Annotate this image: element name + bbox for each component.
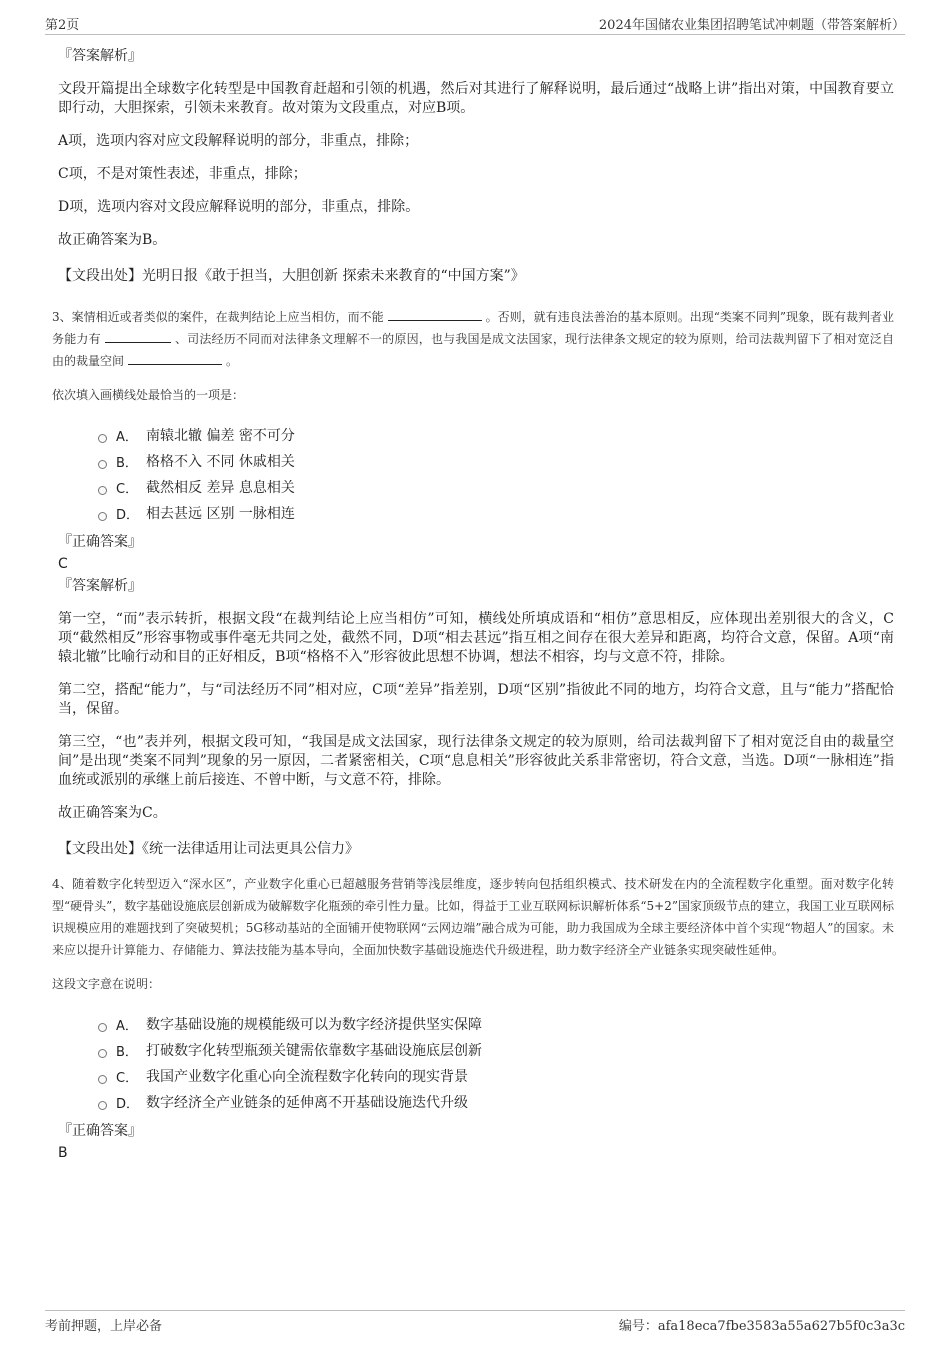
radio-button[interactable] xyxy=(98,434,107,443)
page-number: 第2页 xyxy=(45,18,80,33)
question-3-text xyxy=(52,306,894,372)
option-text: 南辕北辙 偏差 密不可分 xyxy=(146,428,295,444)
option-a[interactable] xyxy=(98,1011,894,1037)
question-3-text-part: 3、案情相近或者类似的案件，在裁判结论上应当相仿，而不能 xyxy=(52,310,384,324)
question-3-text-part: 。 xyxy=(226,354,239,368)
page-content xyxy=(52,46,894,1171)
option-d[interactable] xyxy=(98,500,894,526)
analysis-label: 『答案解析』 xyxy=(58,48,142,64)
option-c[interactable] xyxy=(98,1063,894,1089)
option-b[interactable] xyxy=(98,448,894,474)
analysis-paragraph: C项，不是对策性表述，非重点，排除； xyxy=(58,166,307,182)
option-key: D． xyxy=(116,507,140,523)
question-3-text-part: 、司法经历不同而对法律条文理解不一的原因，也与我国是成文法国家，现行法律条文规定的较为原则，给司法裁判留下了相对宽泛自由的裁量空间 xyxy=(52,332,894,368)
radio-button[interactable] xyxy=(98,1101,107,1110)
option-text: 打破数字化转型瓶颈关键需依靠数字基础设施底层创新 xyxy=(146,1043,482,1059)
option-text: 我国产业数字化重心向全流程数字化转向的现实背景 xyxy=(146,1069,468,1085)
question-4-text: 4、随着数字化转型迈入“深水区”，产业数字化重心已超越服务营销等浅层维度，逐步转向包括组织模式、技术研发在内的全流程数字化重塑。面对数字化转型“硬骨头”，数字基础设施底层创新成为破解数字化瓶颈的牵引性力量。比如，得益于工业互联网标识解析体系“5+2”国家顶级节点的建立，我国工业互联网标识规模应用的难题找到了突破契机；5G移动基站的全面铺开使物联网“云网边端”融合成为可能，助力我国成为全球主要经济体中首个实现“物超人”的国家。未来应以提升计算能力、存储能力、算法技能为基本导向，全面加快数字基础设施迭代升级进程，助力数字经济全产业链条实现突破性延伸。 xyxy=(52,877,894,957)
option-c[interactable] xyxy=(98,474,894,500)
radio-button[interactable] xyxy=(98,1075,107,1084)
correct-answer-label: 『正确答案』 xyxy=(58,534,142,550)
analysis-paragraph: 第一空，“而”表示转折，根据文段“在裁判结论上应当相仿”可知，横线处所填成语和“相仿”意思相反，应体现出差别很大的含义，C项“截然相反”形容事物或事件毫无共同之处，截然不同，D项“相去甚远”指互相之间存在很大差异和距离，均符合文意，保留。A项“南辕北辙”比喻行动和目的正好相反，B项“格格不入”形容彼此思想不协调，想法不相容，均与文意不符，排除。 xyxy=(58,611,894,665)
option-text: 截然相反 差异 息息相关 xyxy=(146,480,295,496)
radio-button[interactable] xyxy=(98,1049,107,1058)
question-4-options xyxy=(98,1011,894,1115)
option-text: 格格不入 不同 休戚相关 xyxy=(146,454,295,470)
option-text: 相去甚远 区别 一脉相连 xyxy=(146,506,295,522)
radio-button[interactable] xyxy=(98,512,107,521)
option-a[interactable] xyxy=(98,422,894,448)
option-key: D． xyxy=(116,1096,140,1112)
correct-answer-value: B xyxy=(58,1145,68,1161)
question-3-prompt: 依次填入画横线处最恰当的一项是： xyxy=(52,388,245,402)
footer-slogan: 考前押题，上岸必备 xyxy=(45,1319,163,1334)
correct-answer-value: C xyxy=(58,556,68,572)
analysis-paragraph: A项，选项内容对应文段解释说明的部分，非重点，排除； xyxy=(58,133,419,149)
question-4-prompt: 这段文字意在说明： xyxy=(52,977,161,991)
page-header xyxy=(45,14,905,35)
option-key: B． xyxy=(116,1044,138,1060)
analysis-conclusion: 故正确答案为B。 xyxy=(58,232,167,248)
option-text: 数字基础设施的规模能级可以为数字经济提供坚实保障 xyxy=(146,1017,482,1033)
option-text: 数字经济全产业链条的延伸离不开基础设施迭代升级 xyxy=(146,1095,468,1111)
analysis-paragraph: 第二空，搭配“能力”，与“司法经历不同”相对应，C项“差异”指差别，D项“区别”指彼此不同的地方，均符合文意，且与“能力”搭配恰当，保留。 xyxy=(58,682,894,717)
option-key: A． xyxy=(116,429,138,445)
analysis-paragraph: 第三空，“也”表并列，根据文段可知，“我国是成文法国家，现行法律条文规定的较为原则，给司法裁判留下了相对宽泛自由的裁量空间”是出现“类案不同判”现象的另一原因，二者紧密相关，C项“息息相关”形容彼此关系非常密切，符合文意，当选。D项“一脉相连”指血统或派别的承继上前后接连、不曾中断，与文意不符，排除。 xyxy=(58,734,894,788)
option-b[interactable] xyxy=(98,1037,894,1063)
option-key: A． xyxy=(116,1018,138,1034)
analysis-paragraph: 文段开篇提出全球数字化转型是中国教育赶超和引领的机遇，然后对其进行了解释说明，最后通过“战略上讲”指出对策，中国教育要立即行动，大胆探索，引领未来教育。故对策为文段重点，对应B项。 xyxy=(58,81,894,116)
radio-button[interactable] xyxy=(98,486,107,495)
fill-blank xyxy=(388,308,482,321)
correct-answer-label: 『正确答案』 xyxy=(58,1123,142,1139)
option-d[interactable] xyxy=(98,1089,894,1115)
source-citation: 【文段出处】《统一法律适用让司法更具公信力》 xyxy=(58,841,359,857)
page-footer xyxy=(45,1310,905,1334)
option-key: C． xyxy=(116,481,139,497)
radio-button[interactable] xyxy=(98,1023,107,1032)
question-3-options xyxy=(98,422,894,526)
question-3-text-part: 。否则，就有违良法善治的基本原则。出现“类案不同判”现象，既有裁判者业务能力有 xyxy=(52,310,894,346)
source-citation: 【文段出处】光明日报《敢于担当，大胆创新 探索未来教育的“中国方案”》 xyxy=(58,268,525,284)
option-key: C． xyxy=(116,1070,139,1086)
document-code: 编号：afa18eca7fbe3583a55a627b5f0c3a3c xyxy=(618,1319,905,1334)
analysis-paragraph: D项，选项内容对文段应解释说明的部分，非重点，排除。 xyxy=(58,199,420,215)
fill-blank xyxy=(105,330,171,343)
document-title: 2024年国储农业集团招聘笔试冲刺题（带答案解析） xyxy=(598,18,905,33)
analysis-conclusion: 故正确答案为C。 xyxy=(58,805,167,821)
option-key: B． xyxy=(116,455,138,471)
fill-blank xyxy=(128,352,222,365)
analysis-label: 『答案解析』 xyxy=(58,578,142,594)
radio-button[interactable] xyxy=(98,460,107,469)
